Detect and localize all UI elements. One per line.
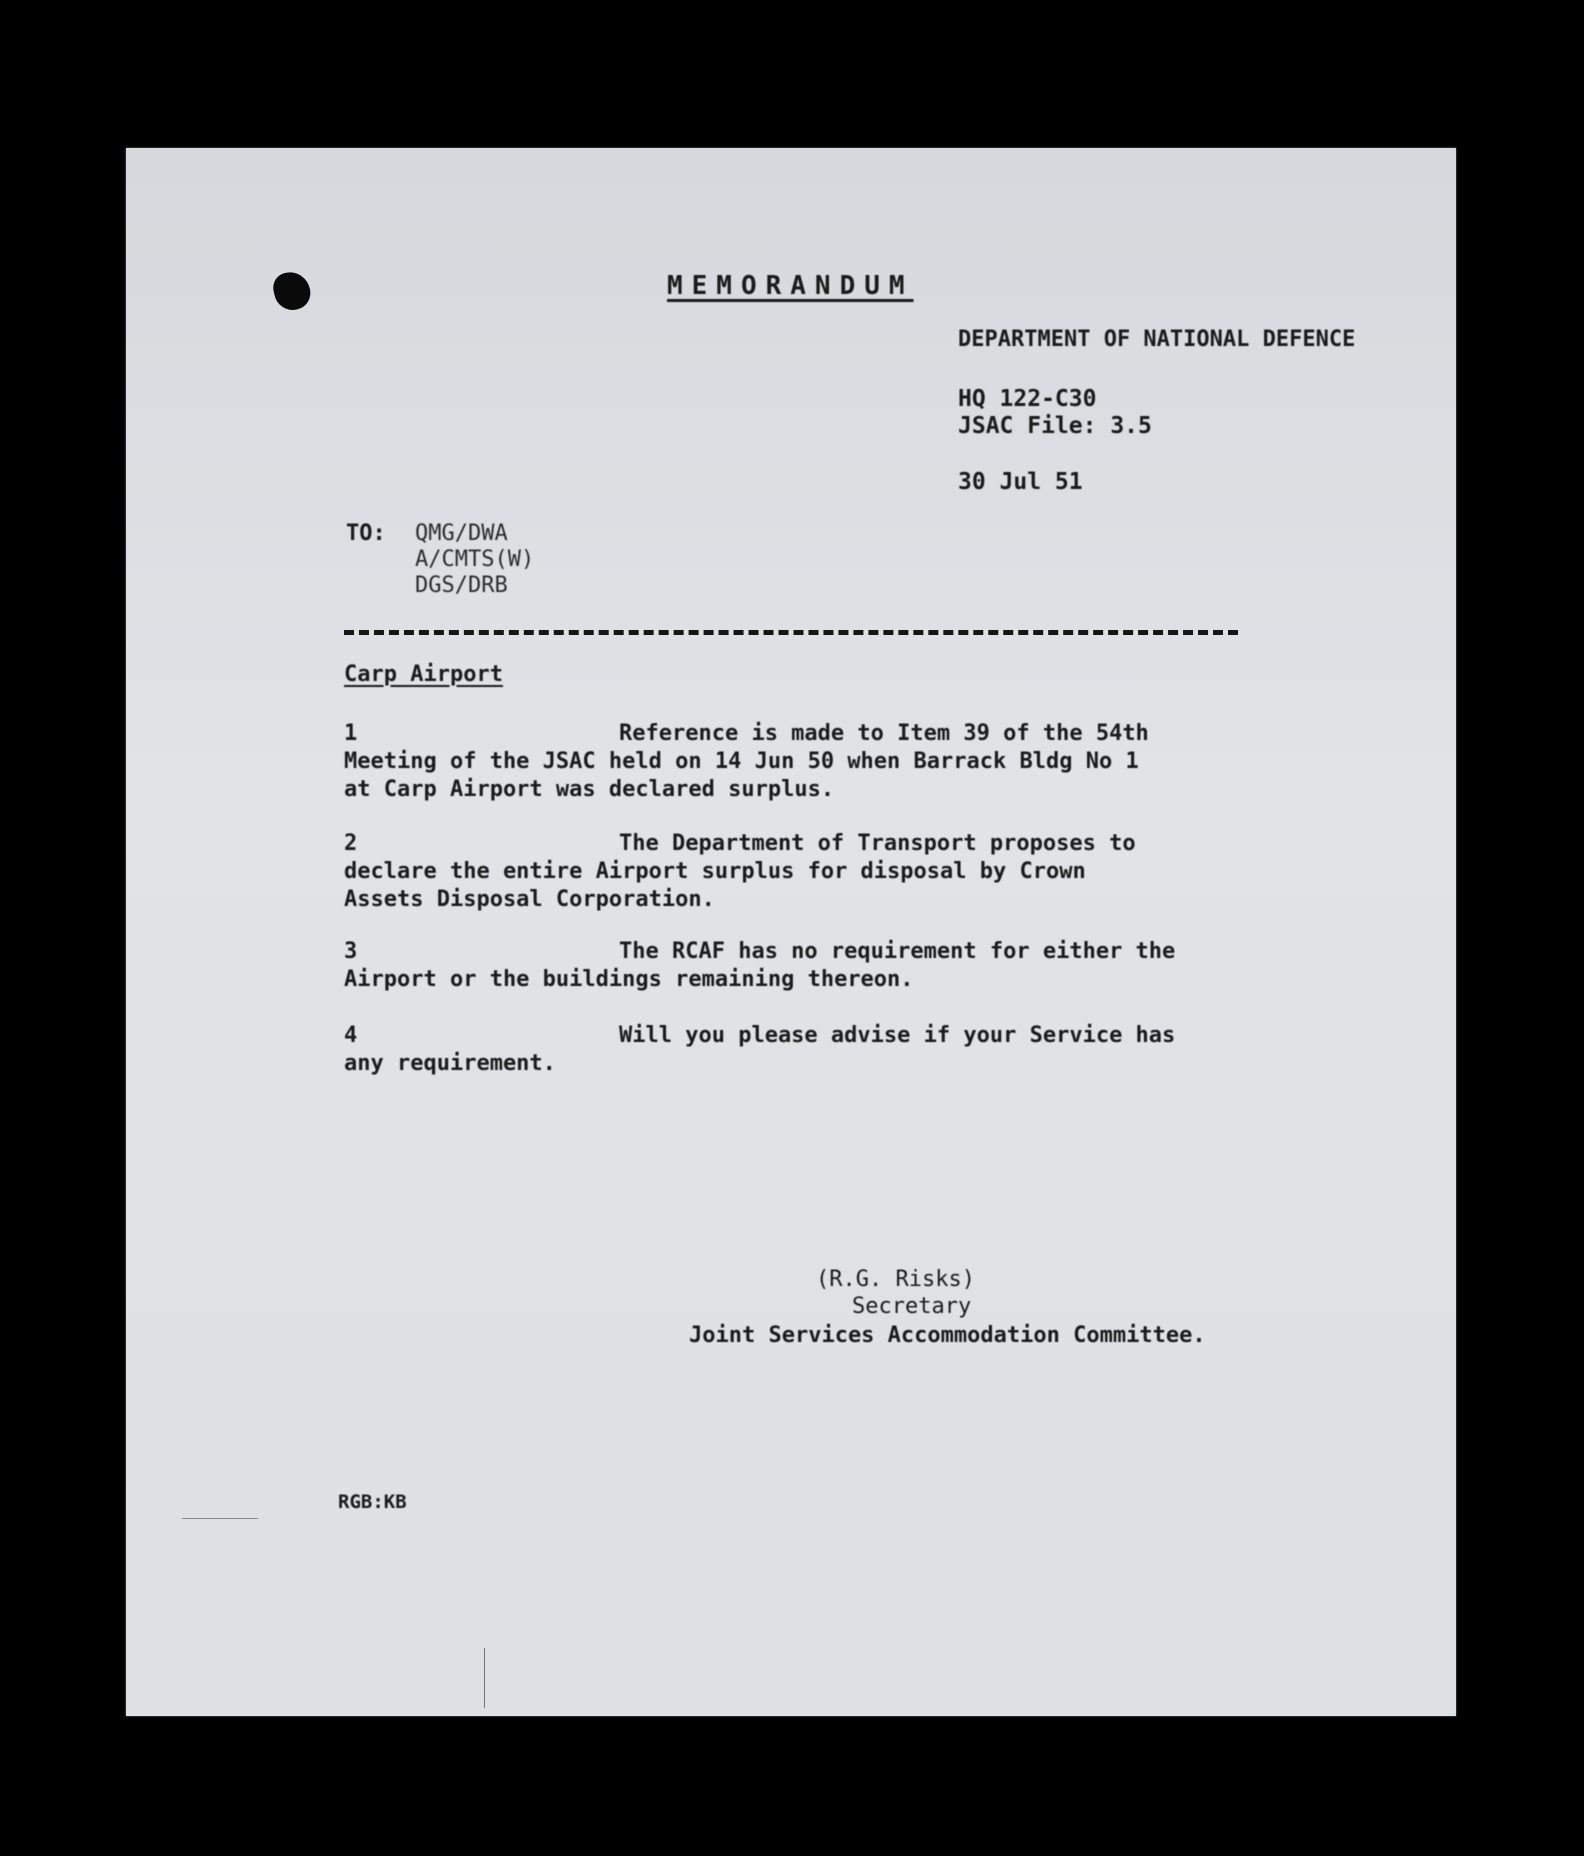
paragraph-number: 4 xyxy=(344,1023,358,1048)
paragraph-first-line: Will you please advise if your Service has xyxy=(619,1023,1176,1048)
paragraph-number: 2 xyxy=(344,831,358,856)
paragraph-first-line: Reference is made to Item 39 of the 54th xyxy=(619,721,1149,746)
margin-mark xyxy=(182,1518,258,1519)
typist-initials: RGB:KB xyxy=(338,1491,407,1513)
paragraph-number: 3 xyxy=(344,939,358,964)
signatory-committee: Joint Services Accommodation Committee. xyxy=(689,1323,1206,1348)
paragraph-line: declare the entire Airport surplus for disposal by Crown xyxy=(344,859,1086,884)
ink-blot xyxy=(270,269,313,314)
paragraph-line: any requirement. xyxy=(344,1051,556,1076)
separator-rule xyxy=(344,630,1238,635)
signatory-role: Secretary xyxy=(852,1294,972,1319)
paragraph-4 xyxy=(344,1022,1176,1162)
paragraph-number: 1 xyxy=(344,721,358,746)
addressee-2: A/CMTS(W) xyxy=(415,547,535,572)
paragraph-line: Meeting of the JSAC held on 14 Jun 50 when Barrack Bldg No 1 xyxy=(344,749,1139,774)
paragraph-line: Airport or the buildings remaining thereon. xyxy=(344,967,914,992)
memo-title: MEMORANDUM xyxy=(667,271,914,301)
department-name: DEPARTMENT OF NATIONAL DEFENCE xyxy=(958,327,1356,352)
signatory-name: (R.G. Risks) xyxy=(816,1267,975,1292)
file-reference-jsac: JSAC File: 3.5 xyxy=(958,413,1152,439)
subject-heading: Carp Airport xyxy=(344,662,503,687)
paragraph-first-line: The Department of Transport proposes to xyxy=(619,831,1136,856)
paragraph-line: Assets Disposal Corporation. xyxy=(344,887,715,912)
paragraph-first-line: The RCAF has no requirement for either the xyxy=(619,939,1176,964)
memo-date: 30 Jul 51 xyxy=(958,469,1083,495)
file-reference-hq: HQ 122-C30 xyxy=(958,386,1097,412)
addressee-3: DGS/DRB xyxy=(415,573,508,598)
paragraph-line: at Carp Airport was declared surplus. xyxy=(344,777,835,802)
margin-mark xyxy=(484,1648,485,1708)
addressee-1: QMG/DWA xyxy=(415,521,508,546)
memo-page xyxy=(126,148,1456,1716)
to-label: TO: xyxy=(346,521,386,546)
